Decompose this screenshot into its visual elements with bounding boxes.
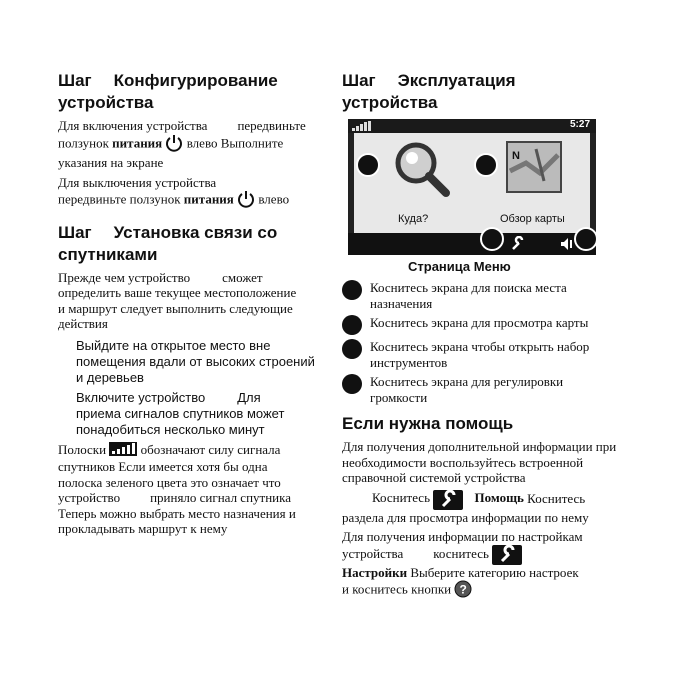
device-screen-illustration (348, 119, 596, 255)
satellite-intro: Прежде чем устройство сможет определить ваше текущее местоположение и маршрут следует выполнить следующие действия (58, 269, 297, 331)
callout-4 (574, 227, 598, 251)
wrench-icon (492, 545, 522, 565)
callout-icon (342, 339, 362, 359)
where-to-label: Куда? (398, 213, 429, 225)
help-intro: Для получения дополнительной информации при необходимости воспользуйтесь встроенной справочной системой устройства (342, 439, 617, 485)
callout-icon (342, 315, 362, 335)
tools-button[interactable] (510, 236, 526, 257)
left-column (58, 70, 320, 541)
power-icon (165, 134, 183, 156)
signal-bars-icon (109, 442, 137, 460)
step-turn-on: Включите устройство Для приема сигналов спутников может понадобиться несколько минут (76, 389, 285, 437)
callout-1 (356, 153, 380, 177)
section-title-configure: Шаг Конфигурирование устройства (58, 71, 278, 112)
callout-3 (480, 227, 504, 251)
list-item: Коснитесь экрана для регулировки громкости (342, 374, 617, 405)
help-question-icon (454, 580, 472, 602)
list-item: Коснитесь экрана чтобы открыть набор инструментов (342, 339, 617, 370)
power-on-text: Для включения устройства передвиньте ползунок питания влево Выполните указания на экране (58, 118, 306, 170)
screen-caption: Страница Меню (408, 259, 511, 274)
main-menu-screen (354, 133, 590, 233)
signal-bars-icon (352, 121, 374, 131)
bottom-toolbar (348, 233, 596, 255)
map-icon (506, 141, 562, 193)
power-off-text: Для выключения устройства передвиньте ползунок питания влево (58, 175, 320, 212)
wrench-icon (510, 236, 526, 252)
step-go-outside: Выйдите на открытое место вне помещения вдали от высоких строений и деревьев (76, 337, 315, 385)
where-to-tile[interactable] (392, 139, 452, 199)
power-icon (237, 190, 255, 212)
magnifier-icon (392, 139, 452, 199)
list-item: Коснитесь экрана для поиска места назначения (342, 280, 617, 311)
callout-icon (342, 374, 362, 394)
wrench-icon (433, 490, 463, 510)
help-steps: Коснитесь Помощь Коснитесь раздела для просмотра информации по нему (342, 490, 589, 525)
callout-icon (342, 280, 362, 300)
svg-text:?: ? (459, 582, 468, 597)
signal-text: Полоски обозначают силу сигнала спутников Если имеется хотя бы одна полоска зеленого цвета это означает что устройство приняло сигнал спутника Теперь можно выбрать место назначения и прокладывать маршрут к нему (58, 441, 296, 537)
right-column (342, 70, 617, 606)
svg-text:N: N (512, 150, 520, 162)
settings-help: Для получения информации по настройкам устройства коснитесь Настройки Выберите категорию настроек и коснитесь кнопки ? (342, 529, 617, 602)
callout-2 (474, 153, 498, 177)
section-title-operation: Шаг Эксплуатация устройства (342, 71, 516, 112)
clock: 5:27 (569, 119, 590, 130)
speaker-icon (560, 237, 574, 251)
section-title-help: Если нужна помощь (342, 414, 514, 433)
volume-button[interactable] (560, 237, 574, 256)
view-map-label: Обзор карты (500, 213, 565, 225)
section-title-satellites: Шаг Установка связи со спутниками (58, 222, 278, 264)
list-item: Коснитесь экрана для просмотра карты (342, 315, 617, 335)
view-map-tile[interactable] (506, 141, 562, 193)
status-bar (348, 119, 596, 133)
